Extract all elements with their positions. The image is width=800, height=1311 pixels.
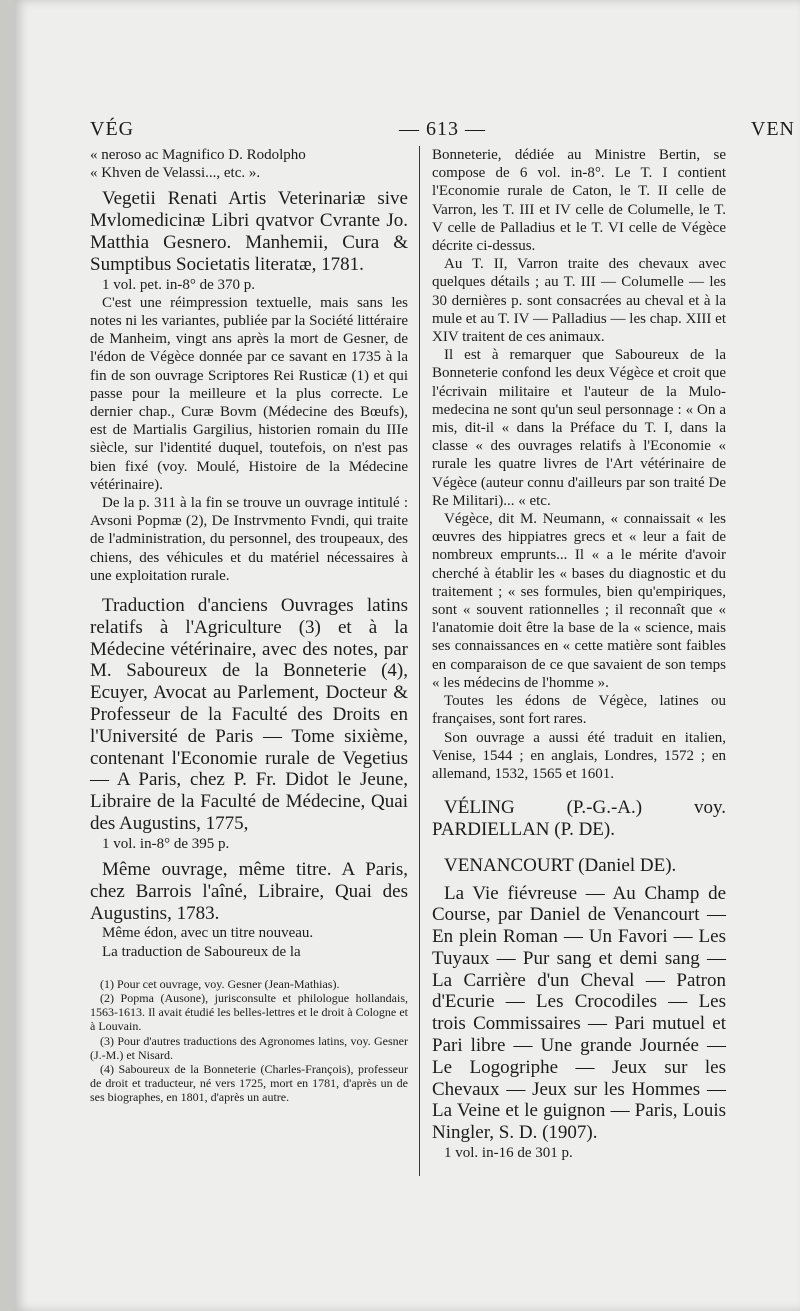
left-column [90,146,408,1105]
header-right: VEN [750,118,795,140]
entry-description: 1 vol. in-8° de 395 p. [102,835,230,852]
entry-title: La Vie fiévreuse — Au Champ de Course, par Daniel de Venancourt — En plein Roman — Un Favori — Les Tuyaux — Pur sang et demi sang — La Carrière d'un Cheval — Patron d'Ecurie — Les Crocodiles — Les trois Commissaires — Pari mutuel et Pari libre — Une grande Journée — Le Logogriphe — Jeux sur les Chevaux — Jeux sur les Hommes — La Veine et le guignon — Paris, Louis Ningler, S. D. (1907). [432,882,726,1144]
footnote: (4) Saboureux de la Bonneterie (Charles-François), professeur de droit et traducteur, né vers 1725, mort en 1781, d'après un de ses biographes, en 1801, d'après un autre. [90,1062,408,1105]
page-number: — 613 — [399,118,486,140]
quote-line: « Khven de Velassi..., etc. ». [90,165,261,182]
entry-title: Vegetii Renati Artis Veterinariæ sive Mvlomedicinæ Libri qvatvor Cvrante Jo. Matthia Gesnero. Manhemii, Cura & Sumptibus Societatis literatæ, 1781. [90,188,408,275]
entry-note: Au T. II, Varron traite des chevaux avec quelques détails ; au T. III — Columelle — les 30 dernières p. sont consacrées au cheval et à la mule et au T. IV — Palladius — les chap. XIII et XIV traitent de ces animaux. [432,256,726,346]
cross-reference: VÉLING (P.-G.-A.) voy. PARDIELLAN (P. DE). [432,797,726,840]
right-column [432,146,726,1162]
header-left: VÉG [90,118,135,140]
entry-note: Bonneterie, dédiée au Ministre Bertin, se compose de 6 vol. in-8°. Le T. I contient l'Economie rurale de Caton, le T. II celle de Varron, les T. III et IV celle de Columelle, le T. V celle de Palladius et le T. VI celle de Végèce décrite ci-dessus. [432,147,726,255]
entry-note: C'est une réimpression textuelle, mais sans les notes ni les variantes, publiée par la Société littéraire de Manheim, vingt ans après la mort de Gesner, de l'édon de Végèce donnée par ce savant en 1735 à la fin de son ouvrage Scriptores Rei Rusticæ (1) et qui passe pour la meilleure et la plus correcte. Le dernier chap., Curæ Bovm (Médecine des Bœufs), est de Martialis Gargilius, historien romain du IIIe siècle, sur l'identité duquel, toutefois, on n'est pas bien fixé (voy. Moulé, Histoire de la Médecine vétérinaire). [90,294,408,493]
footnote: (1) Pour cet ouvrage, voy. Gesner (Jean-Mathias). [100,976,340,991]
footnote: (2) Popma (Ausone), jurisconsulte et philologue hollandais, 1563-1613. Il avait étudié les belles-lettres et le droit à Cologne et à Louvain. [90,991,408,1034]
entry-note: La traduction de Saboureux de la [102,943,301,960]
footnote: (3) Pour d'autres traductions des Agronomes latins, voy. Gesner (J.-M.) et Nisard. [90,1033,408,1062]
entry-description: 1 vol. in-16 de 301 p. [444,1145,573,1162]
entry-description: 1 vol. pet. in-8° de 370 p. [102,276,256,293]
entry-note: Végèce, dit M. Neumann, « connaissait « les œuvres des hippiatres grecs et « leur a fait de nombreux emprunts... Il « a le mérite d'avoir cherché à établir les « bases du diagnostic et du traitement ; « ses formules, bien qu'empiriques, sont « souvent rationnelles ; il reconnaît que « l'anatomie doit être la base de la « science, mais ses connaissances en « cette matière sont faibles en comparaison de ce que savaient de son temps « les médecins de l'homme ». [432,511,726,691]
quote-line: « neroso ac Magnifico D. Rodolpho [90,147,306,163]
entry-note: Il est à remarquer que Saboureux de la Bonneterie confond les deux Végèce et croit que l'écrivain militaire et l'auteur de la Mulo-medecina ne sont qu'un seul personnage : « On a mis, dit-il « dans la Préface du T. I, dans la classe « des ouvrages relatifs à l'Economie « rurale les quatre livres de l'Art vétérinaire de Végèce (auteur connu d'ailleurs par son traité De Re Militari)... « etc. [432,347,726,509]
entry-note: De la p. 311 à la fin se trouve un ouvrage intitulé : Avsoni Popmæ (2), De Instrvmento Fvndi, qui traite de l'administration, du personnel, des troupeaux, des chiens, des véhicules et du matériel nécessaires à une exploitation rurale. [90,495,408,584]
book-page [14,0,800,1311]
entry-note: Toutes les édons de Végèce, latines ou françaises, sont fort rares. [432,693,726,728]
running-header [90,118,795,142]
entry-title: Traduction d'anciens Ouvrages latins relatifs à l'Agriculture (3) et à la Médecine vétérinaire, avec des notes, par M. Saboureux de la Bonneterie (4), Ecuyer, Avocat au Parlement, Docteur & Professeur de la Faculté des Droits en l'Université de Paris — Tome sixième, contenant l'Economie rurale de Vegetius — A Paris, chez P. Fr. Didot le Jeune, Libraire de la Faculté de Médecine, Quai des Augustins, 1775, [90,595,408,835]
column-divider [419,146,420,1176]
entry-note: Son ouvrage a aussi été traduit en italien, Venise, 1544 ; en anglais, Londres, 1572 ; en allemand, 1532, 1565 et 1601. [432,729,726,782]
author-heading: VENANCOURT (Daniel DE). [444,854,677,876]
entry-title: Même ouvrage, même titre. A Paris, chez Barrois l'aîné, Libraire, Quai des Augustins, 1783. [90,859,408,924]
entry-description: Même édon, avec un titre nouveau. [102,925,314,942]
